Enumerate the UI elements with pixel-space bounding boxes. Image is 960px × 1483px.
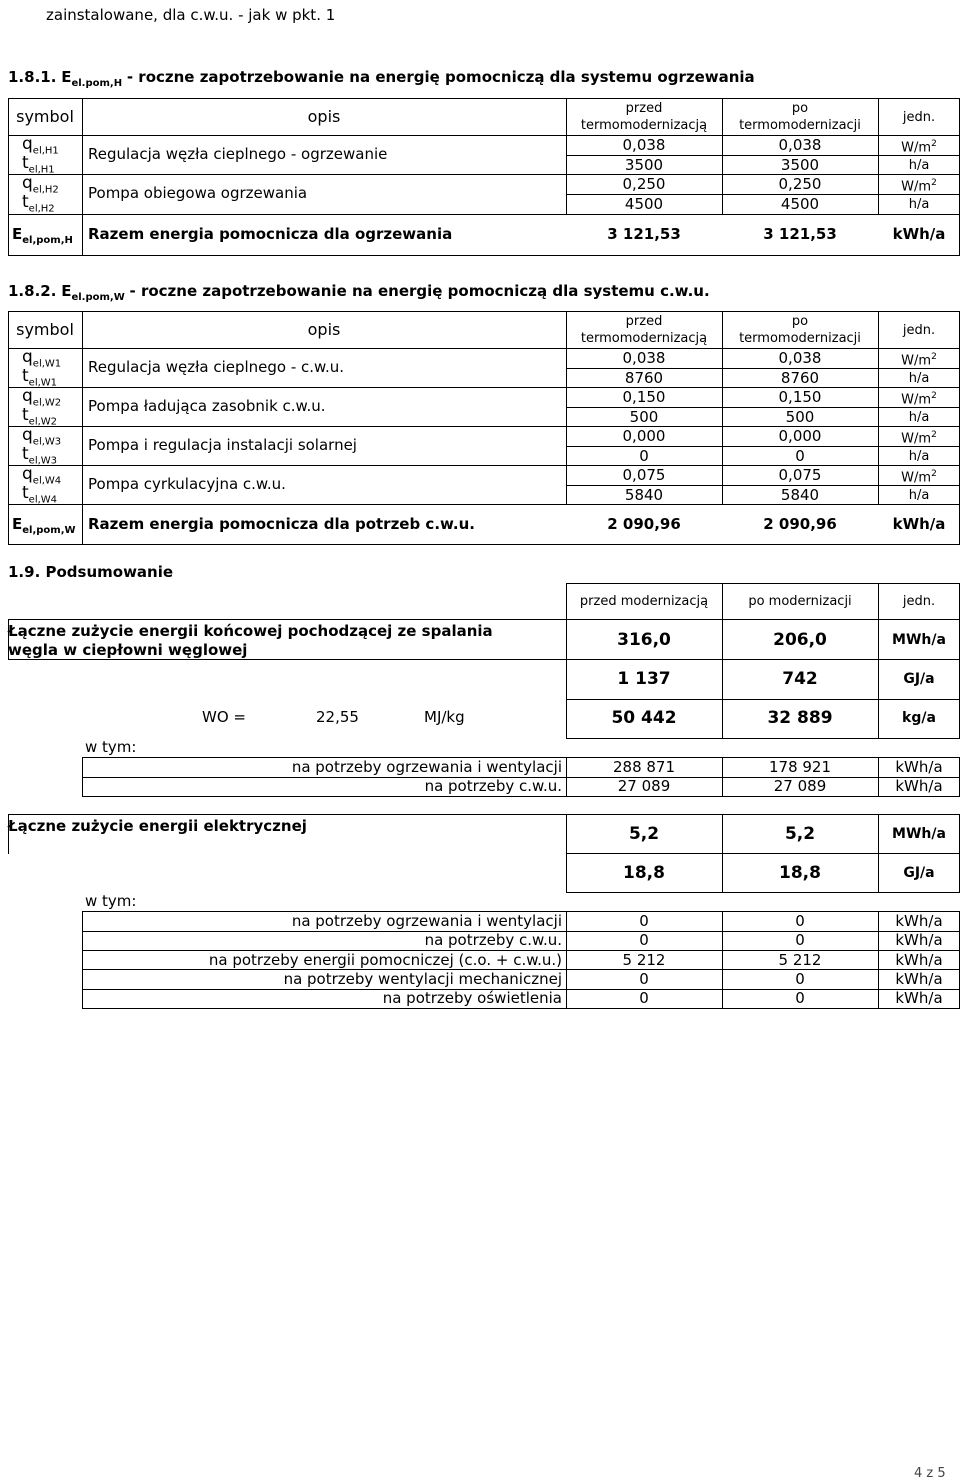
col-opis-header: opis — [307, 320, 341, 339]
section-h-symbol: E — [61, 68, 72, 86]
section-h-number: 1.8.1. — [8, 68, 57, 86]
total-after: 2 090,96 — [763, 515, 837, 533]
value-after: 500 — [785, 408, 815, 426]
unit: $W/m^2$ — [901, 430, 937, 447]
col-before-header-2: termomodernizacją — [580, 331, 708, 346]
unit: $W/m^2$ — [901, 178, 937, 195]
total-after: 3 121,53 — [763, 225, 837, 243]
summary-header — [566, 583, 960, 619]
total-label: Razem energia pomocnicza dla ogrzewania — [88, 225, 453, 243]
unit: $W/m^2$ — [901, 139, 937, 156]
group-desc: Pompa ładująca zasobnik c.w.u. — [88, 397, 326, 415]
col-before-header-1: przed — [625, 314, 663, 329]
col-before-header-1: przed — [625, 101, 663, 116]
section-w-number: 1.8.2. — [8, 282, 57, 300]
symbol-t: $t_{el,H2}$ — [22, 192, 55, 215]
electric-gj-unit: GJ/a — [903, 865, 935, 881]
value-after: 5840 — [780, 486, 820, 504]
value-after: 0,038 — [778, 136, 822, 154]
breakdown-unit: kWh/a — [895, 777, 943, 795]
electric-block — [0, 814, 960, 904]
breakdown-label: na potrzeby wentylacji mechanicznej — [283, 970, 562, 988]
breakdown-unit: kWh/a — [895, 931, 943, 949]
electric-gj-before: 18,8 — [623, 863, 665, 883]
unit: h/a — [908, 371, 930, 386]
breakdown-unit: kWh/a — [895, 758, 943, 776]
value-before: 0,038 — [622, 136, 666, 154]
symbol-q: $q_{el,W2}$ — [22, 386, 62, 409]
section-w-title: - roczne zapotrzebowanie na energię pomocniczą dla systemu c.w.u. — [129, 282, 710, 300]
coal-w-tym: w tym: — [85, 738, 137, 756]
breakdown-after: 0 — [795, 912, 805, 930]
value-before: 500 — [629, 408, 659, 426]
coal-mwh-unit: MWh/a — [892, 632, 946, 648]
coal-kg-after: 32 889 — [767, 708, 833, 728]
coal-label-2: węgla w ciepłowni węglowej — [8, 641, 248, 659]
total-label: Razem energia pomocnicza dla potrzeb c.w.u. — [88, 515, 475, 533]
unit: $W/m^2$ — [901, 352, 937, 369]
symbol-q: $q_{el,W4}$ — [22, 464, 62, 487]
coal-label-1: Łączne zużycie energii końcowej pochodzącej ze spalania — [8, 622, 493, 640]
value-after: 0,150 — [778, 388, 822, 406]
coal-mwh-after: 206,0 — [773, 630, 827, 650]
electric-gj-after: 18,8 — [779, 863, 821, 883]
breakdown-before: 288 871 — [612, 758, 676, 776]
unit: h/a — [908, 158, 930, 173]
value-after: 0,038 — [778, 349, 822, 367]
coal-gj-unit: GJ/a — [903, 671, 935, 687]
value-after: 3500 — [780, 156, 820, 174]
group-desc: Regulacja węzła cieplnego - ogrzewanie — [88, 145, 388, 163]
summary-unit-header: jedn. — [902, 594, 936, 609]
col-before-header-2: termomodernizacją — [580, 118, 708, 133]
breakdown-label: na potrzeby ogrzewania i wentylacji — [291, 758, 562, 776]
value-after: 0,075 — [778, 466, 822, 484]
symbol-q: $q_{el,H2}$ — [22, 173, 59, 196]
section-w-heading — [8, 284, 710, 303]
col-symbol-header: symbol — [16, 107, 74, 126]
value-before: 0,038 — [622, 349, 666, 367]
col-after-header-2: termomodernizacji — [739, 118, 861, 133]
electric-mwh-after: 5,2 — [784, 824, 816, 844]
summary-before-header: przed modernizacją — [579, 594, 709, 609]
breakdown-unit: kWh/a — [895, 951, 943, 969]
value-after: 0 — [795, 447, 805, 465]
coal-kg-unit: kg/a — [902, 710, 936, 726]
value-before: 0,150 — [622, 388, 666, 406]
col-opis-header: opis — [307, 107, 341, 126]
total-unit: kWh/a — [892, 225, 946, 243]
symbol-q: $q_{el,W3}$ — [22, 425, 62, 448]
total-symbol: $E_{el,pom,W}$ — [12, 515, 76, 536]
breakdown-label: na potrzeby energii pomocniczej (c.o. + c.w.u.) — [208, 951, 562, 969]
breakdown-after: 0 — [795, 931, 805, 949]
breakdown-after: 0 — [795, 970, 805, 988]
breakdown-before: 0 — [639, 931, 649, 949]
value-after: 0,250 — [778, 175, 822, 193]
group-desc: Pompa obiegowa ogrzewania — [88, 184, 308, 202]
coal-kg-before: 50 442 — [611, 708, 677, 728]
group-desc: Pompa i regulacja instalacji solarnej — [88, 436, 357, 454]
value-before: 0 — [639, 447, 649, 465]
electric-breakdown-table — [82, 911, 960, 1009]
wo-value: 22,55 — [316, 708, 359, 726]
col-after-header-1: po — [791, 101, 809, 116]
value-before: 0,075 — [622, 466, 666, 484]
symbol-t: $t_{el,W3}$ — [22, 444, 58, 467]
breakdown-after: 178 921 — [768, 758, 832, 776]
group-desc: Regulacja węzła cieplnego - c.w.u. — [88, 358, 344, 376]
symbol-t: $t_{el,W1}$ — [22, 366, 58, 389]
electric-label: Łączne zużycie energii elektrycznej — [8, 817, 307, 835]
total-before: 3 121,53 — [607, 225, 681, 243]
symbol-t: $t_{el,W2}$ — [22, 405, 58, 428]
unit: h/a — [908, 449, 930, 464]
col-unit-header: jedn. — [902, 323, 936, 338]
group-desc: Pompa cyrkulacyjna c.w.u. — [88, 475, 286, 493]
value-before: 4500 — [624, 195, 664, 213]
col-unit-header: jedn. — [902, 110, 936, 125]
col-after-header-1: po — [791, 314, 809, 329]
total-symbol: $E_{el,pom,H}$ — [12, 225, 73, 246]
breakdown-unit: kWh/a — [895, 912, 943, 930]
coal-gj-after: 742 — [782, 669, 818, 689]
section-h-heading — [8, 70, 755, 89]
breakdown-after: 0 — [795, 989, 805, 1007]
breakdown-unit: kWh/a — [895, 989, 943, 1007]
breakdown-label: na potrzeby c.w.u. — [424, 931, 562, 949]
symbol-t: $t_{el,W4}$ — [22, 483, 58, 506]
unit: $W/m^2$ — [901, 391, 937, 408]
value-before: 0,250 — [622, 175, 666, 193]
wo-unit: MJ/kg — [424, 708, 465, 726]
breakdown-before: 0 — [639, 989, 649, 1007]
breakdown-after: 27 089 — [773, 777, 827, 795]
coal-breakdown-table — [82, 757, 960, 797]
unit: $W/m^2$ — [901, 469, 937, 486]
breakdown-label: na potrzeby c.w.u. — [424, 777, 562, 795]
total-unit: kWh/a — [892, 515, 946, 533]
value-after: 8760 — [780, 369, 820, 387]
value-before: 8760 — [624, 369, 664, 387]
value-after: 4500 — [780, 195, 820, 213]
col-symbol-header: symbol — [16, 320, 74, 339]
value-after: 0,000 — [778, 427, 822, 445]
symbol-t: $t_{el,H1}$ — [22, 153, 55, 176]
breakdown-before: 5 212 — [622, 951, 666, 969]
breakdown-after: 5 212 — [778, 951, 822, 969]
table-h — [8, 98, 960, 256]
value-before: 3500 — [624, 156, 664, 174]
breakdown-label: na potrzeby ogrzewania i wentylacji — [291, 912, 562, 930]
summary-after-header: po modernizacji — [748, 594, 852, 609]
breakdown-unit: kWh/a — [895, 970, 943, 988]
value-before: 0,000 — [622, 427, 666, 445]
unit: h/a — [908, 410, 930, 425]
section-h-title: - roczne zapotrzebowanie na energię pomocniczą dla systemu ogrzewania — [126, 68, 755, 86]
breakdown-before: 0 — [639, 912, 649, 930]
coal-mwh-before: 316,0 — [617, 630, 671, 650]
electric-mwh-unit: MWh/a — [892, 826, 946, 842]
breakdown-before: 0 — [639, 970, 649, 988]
total-before: 2 090,96 — [607, 515, 681, 533]
coal-gj-before: 1 137 — [617, 669, 671, 689]
breakdown-label: na potrzeby oświetlenia — [382, 989, 562, 1007]
breakdown-before: 27 089 — [617, 777, 671, 795]
col-after-header-2: termomodernizacji — [739, 331, 861, 346]
symbol-q: $q_{el,W1}$ — [22, 347, 62, 370]
top-text: zainstalowane, dla c.w.u. - jak w pkt. 1 — [46, 6, 336, 24]
wo-label: WO = — [202, 708, 246, 726]
section-h-symbol-sub: el.pom,H — [71, 78, 123, 89]
electric-w-tym: w tym: — [85, 892, 137, 910]
value-before: 5840 — [624, 486, 664, 504]
symbol-q: $q_{el,H1}$ — [22, 134, 59, 157]
page-number: 4 z 5 — [914, 1466, 946, 1481]
electric-mwh-before: 5,2 — [628, 824, 660, 844]
section-w-symbol-sub: el.pom,W — [71, 292, 125, 303]
section-w-symbol: E — [61, 282, 72, 300]
unit: h/a — [908, 197, 930, 212]
table-w — [8, 311, 960, 545]
summary-title: 1.9. Podsumowanie — [8, 563, 174, 581]
unit: h/a — [908, 488, 930, 503]
